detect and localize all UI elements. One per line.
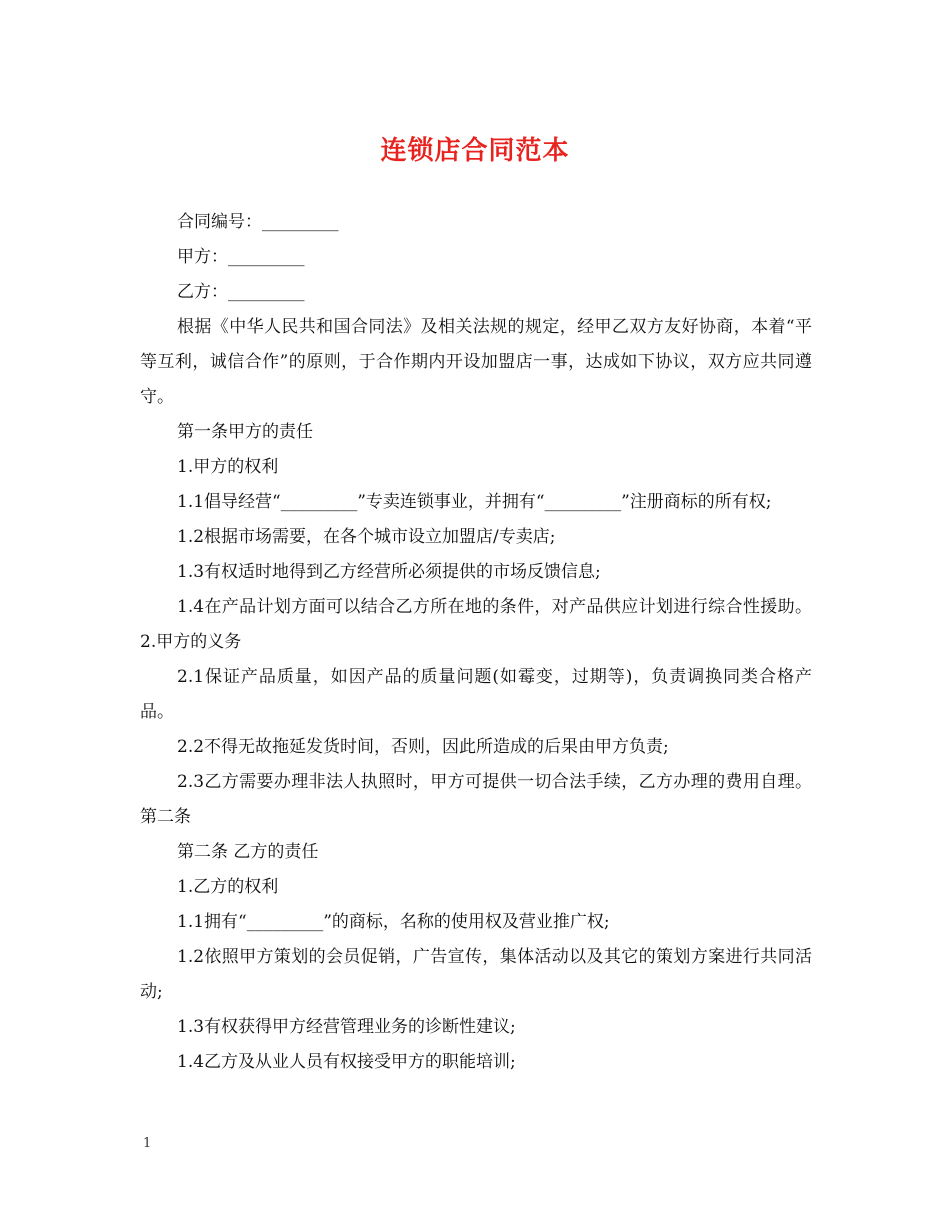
party-b-rights-heading: 1.乙方的权利 — [177, 877, 279, 897]
article-1-heading: 第一条甲方的责任 — [177, 422, 313, 442]
clause-b-1-2: 1.2依照甲方策划的会员促销，广告宣传，集体活动以及其它的策划方案进行共同活动; — [140, 947, 812, 1002]
preamble-paragraph: 根据《中华人民共和国合同法》及相关法规的规定，经甲乙双方友好协商，本着“平等互利，诚信合作”的原则，于合作期内开设加盟店一事，达成如下协议，双方应共同遵守。 — [140, 317, 812, 407]
page-number: 1 — [143, 1136, 152, 1151]
clause-b-1-1: 1.1拥有“_________”的商标，名称的使用权及营业推广权; — [177, 912, 610, 932]
clause-b-1-4: 1.4乙方及从业人员有权接受甲方的职能培训; — [177, 1052, 516, 1072]
clause-1-2: 1.2根据市场需要，在各个城市设立加盟店/专卖店; — [177, 527, 556, 547]
clause-2-1: 2.1保证产品质量，如因产品的质量问题(如霉变，过期等)，负责调换同类合格产品。 — [140, 667, 812, 722]
clause-2-3: 2.3乙方需要办理非法人执照时，甲方可提供一切合法手续，乙方办理的费用自理。第二条 — [140, 772, 812, 827]
contract-number-field: 合同编号：_________ — [177, 212, 339, 232]
document-title: 连锁店合同范本 — [380, 136, 570, 166]
clause-1-1: 1.1倡导经营“_________”专卖连锁事业，并拥有“_________”注册商标的所有权; — [177, 492, 772, 512]
clause-1-4: 1.4在产品计划方面可以结合乙方所在地的条件，对产品供应计划进行综合性援助。2.甲方的义务 — [140, 597, 812, 652]
clause-b-1-3: 1.3有权获得甲方经营管理业务的诊断性建议; — [177, 1017, 516, 1037]
party-a-field: 甲方：_________ — [177, 247, 305, 267]
clause-2-2: 2.2不得无故拖延发货时间，否则，因此所造成的后果由甲方负责; — [177, 737, 669, 757]
article-2-heading: 第二条 乙方的责任 — [177, 842, 319, 862]
clause-1-3: 1.3有权适时地得到乙方经营所必须提供的市场反馈信息; — [177, 562, 601, 582]
party-b-field: 乙方：_________ — [177, 282, 305, 302]
contract-body — [140, 205, 812, 1080]
party-a-rights-heading: 1.甲方的权利 — [177, 457, 279, 477]
